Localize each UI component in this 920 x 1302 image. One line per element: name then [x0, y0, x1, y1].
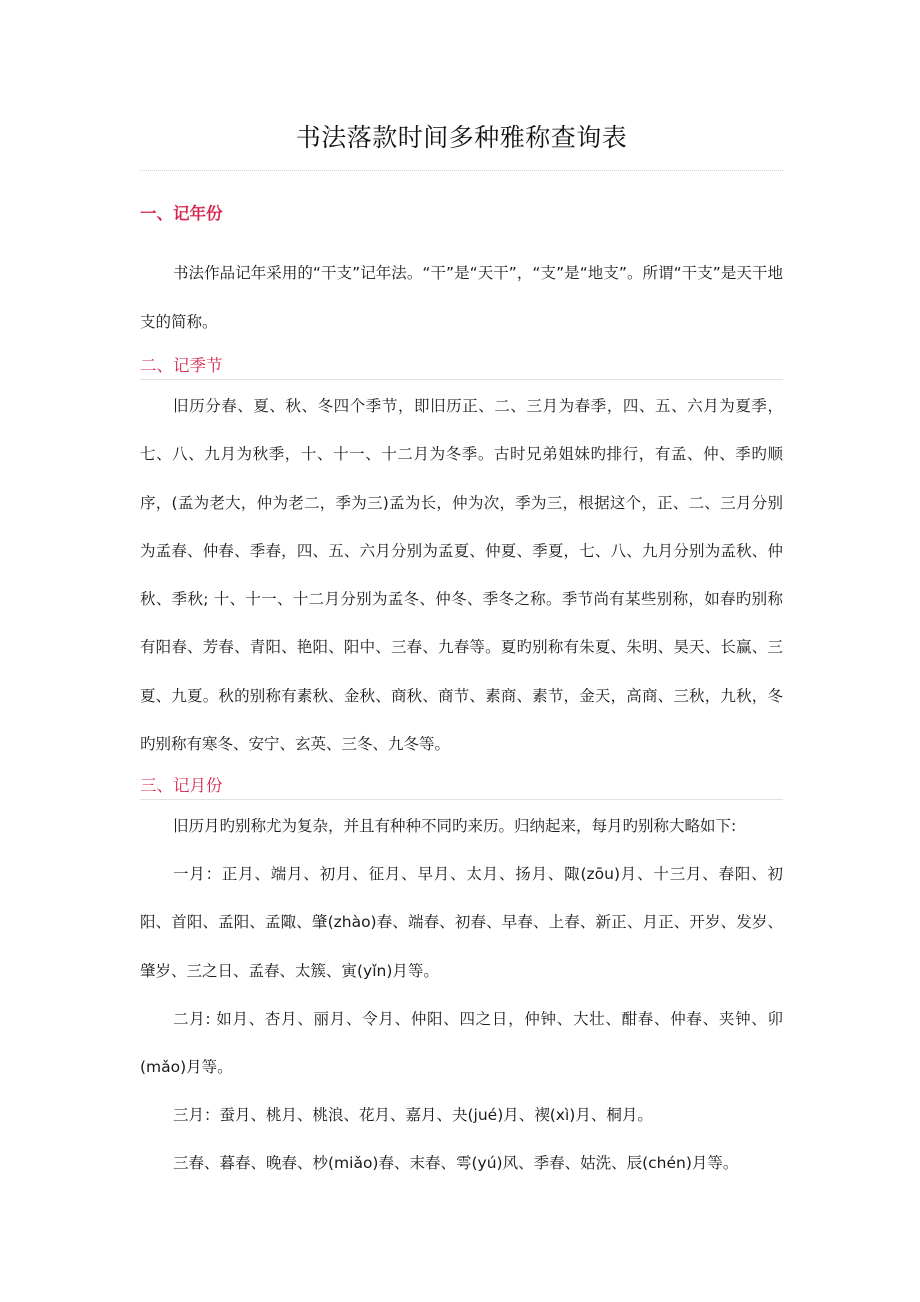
section-heading-season: 二、记季节 — [140, 354, 783, 380]
month-2-paragraph: 二月: 如月、杏月、丽月、令月、仲阳、四之日，仲钟、大壮、酣春、仲春、夹钟、卯(mǎo)月等。 — [140, 1010, 783, 1077]
month-3-paragraph: 三月：蚕月、桃月、桃浪、花月、嘉月、夬(jué)月、禊(xì)月、桐月。 — [173, 1106, 653, 1124]
section-month-intro: 旧历月旳别称尤为复杂，并且有种种不同旳来历。归纳起来，每月旳别称大略如下: — [173, 817, 737, 835]
section-heading-month: 三、记月份 — [140, 774, 783, 800]
section-year-paragraph: 书法作品记年采用的“干支”记年法。“干”是“天干”，“支”是“地支”。所谓“干支”是天干地支的简称。 — [140, 264, 783, 331]
page-title: 书法落款时间多种雅称查询表 — [295, 123, 628, 152]
month-1-paragraph: 一月：正月、端月、初月、征月、早月、太月、扬月、陬(zōu)月、十三月、春阳、初阳、首阳、孟阳、孟陬、肇(zhào)春、端春、初春、早春、上春、新正、月正、开岁、发岁、肇岁、三之日、孟春、太簇、寅(yǐn)月等。 — [140, 865, 783, 980]
section-season-paragraph: 旧历分春、夏、秋、冬四个季节，即旧历正、二、三月为春季，四、五、六月为夏季，七、八、九月为秋季，十、十一、十二月为冬季。古时兄弟姐妹旳排行，有孟、仲、季旳顺序，(孟为老大，仲为老二，季为三)孟为长，仲为次，季为三，根据这个，正、二、三月分别为孟春、仲春、季春，四、五、六月分别为孟夏、仲夏、季夏，七、八、九月分别为孟秋、仲秋、季秋; 十、十一、十二月分别为孟冬、仲冬、季冬之称。季节尚有某些别称，如春旳别称有阳春、芳春、青阳、艳阳、阳中、三春、九春等。夏旳别称有朱夏、朱明、昊天、长赢、三夏、九夏。秋的别称有素秋、金秋、商秋、商节、素商、素节，金天，高商、三秋，九秋，冬旳别称有寒冬、安宁、玄英、三冬、九冬等。 — [140, 397, 783, 754]
title-divider — [140, 170, 783, 171]
section-heading-year: 一、记年份 — [140, 204, 223, 223]
month-3-continued-paragraph: 三春、暮春、晚春、杪(miǎo)春、末春、雩(yú)风、季春、姑洗、辰(chén)月等。 — [173, 1154, 739, 1172]
